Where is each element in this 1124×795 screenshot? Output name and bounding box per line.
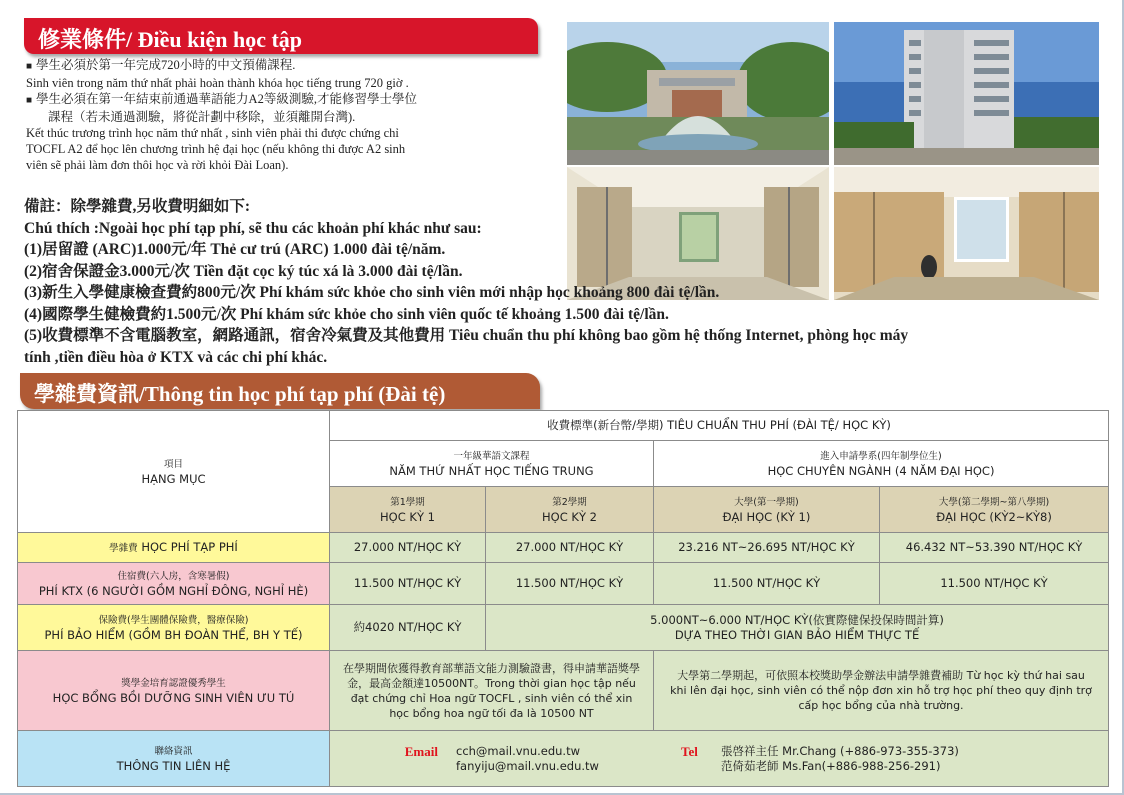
condition-line: Sinh viên trong năm thứ nhất phải hoàn thành khóa học tiếng trung 720 giờ .: [26, 76, 409, 90]
note-line: (4)國際學生健檢費約1.500元/次 Phí khám sức khỏe cho sinh viên quốc tế khoảng 1.500 đài tệ/lần.: [24, 305, 669, 323]
contact-label: 聯絡資訊 THÔNG TIN LIÊN HỆ: [18, 731, 330, 787]
dorm-value: 11.500 NT/HỌC KỲ: [880, 563, 1109, 605]
item-header: 項目 HẠNG MỤC: [18, 411, 330, 533]
email-label: Email: [404, 743, 438, 759]
dorm-value: 11.500 NT/HỌC KỲ: [330, 563, 486, 605]
fee-standard-header: 收費標準(新台幣/學期) TIÊU CHUẨN THU PHÍ (ĐÀI TỆ/ HỌC KỲ): [330, 411, 1109, 441]
square-bullet-icon: ■: [26, 61, 33, 72]
note-line: Chú thích :Ngoài học phí tạp phí, sẽ thu các khoản phí khác như sau:: [24, 219, 482, 237]
table-row: [18, 563, 1109, 605]
chinese-course-header: 一年級華語文課程 NĂM THỨ NHẤT HỌC TIẾNG TRUNG: [330, 441, 654, 487]
study-conditions-text: [26, 57, 566, 173]
table-row: [18, 605, 1109, 651]
section-title: 學雜費資訊/Thông tin học phí tạp phí (Đài tệ): [34, 382, 446, 406]
note-line: (5)收費標準不含電腦教室，網路通訊，宿舍冷氣費及其他費用 Tiêu chuẩn thu phí không bao gồm hệ thống Internet, phòng học máy: [24, 327, 909, 344]
condition-line: 學生必須在第一年結束前通過華語能力A2等級測驗,才能修習學士學位: [36, 92, 417, 106]
scholarship-chinese-course: 在學期間依獲得教育部華語文能力測驗證書，得申請華語獎學金，最高金額達10500NT。Trong thời gian học tập nếu đạt chứng chỉ Hoa ngữ TOCFL , sinh viên có thể xin học bổng hoa ngữ tối đa là 10500 NT: [330, 651, 654, 731]
insurance-value: 約4020 NT/HỌC KỲ: [330, 605, 486, 651]
tel-label: Tel: [681, 743, 698, 759]
semester-1-header: 第1學期 HỌC KỲ 1: [330, 487, 486, 533]
table-row: [18, 651, 1109, 731]
phone-contact: 范倚茹老師 Ms.Fan(+886-988-256-291): [721, 758, 941, 773]
section-header-tuition-info: [20, 373, 540, 409]
insurance-value-range: 5.000NT~6.000 NT/HỌC KỲ(依實際健保投保時間計算) DỰA THEO THỜI GIAN BẢO HIỂM THỰC TẾ: [486, 605, 1109, 651]
section-header-study-conditions: [24, 18, 538, 54]
dorm-label: 住宿費(六人房，含寒暑假) PHÍ KTX (6 NGƯỜI GỒM NGHỈ ĐÔNG, NGHỈ HÈ): [18, 563, 330, 605]
dorm-value: 11.500 NT/HỌC KỲ: [486, 563, 654, 605]
fee-notes: [24, 196, 1104, 368]
tuition-value: 23.216 NT~26.695 NT/HỌC KỲ: [654, 533, 880, 563]
email-link[interactable]: cch@mail.vnu.edu.tw: [456, 743, 581, 758]
note-line: tính ,tiền điều hòa ở KTX và các chi phí khác.: [24, 348, 328, 366]
insurance-label: 保險費(學生團體保險費，醫療保險) PHÍ BẢO HIỂM (GỒM BH ĐOÀN THỂ, BH Y TẾ): [18, 605, 330, 651]
note-line: (2)宿舍保證金3.000元/次 Tiền đặt cọc ký túc xá là 3.000 đài tệ/lần.: [24, 262, 463, 280]
fee-table: [17, 410, 1109, 787]
email-link[interactable]: fanyiju@mail.vnu.edu.tw: [456, 758, 599, 773]
scholarship-degree: 大學第二學期起，可依照本校獎助學金辦法申請學雜費補助 Từ học kỳ thứ hai sau khi lên đại học, sinh viên có thể nộp đơn xin hỗ trợ học phí theo quy định trợ cấp học bổng của nhà trường.: [654, 651, 1109, 731]
degree-program-header: 進入申請學系(四年制學位生) HỌC CHUYÊN NGÀNH (4 NĂM ĐẠI HỌC): [654, 441, 1109, 487]
note-line: 備註：除學雜費,另收費明細如下:: [24, 198, 251, 215]
condition-line: Kết thúc trương trình học năm thứ nhất , sinh viên phải thi được chứng chỉ: [26, 126, 399, 140]
tuition-value: 27.000 NT/HỌC KỲ: [330, 533, 486, 563]
campus-photo-fountain: [567, 22, 829, 165]
dorm-value: 11.500 NT/HỌC KỲ: [654, 563, 880, 605]
tuition-value: 27.000 NT/HỌC KỲ: [486, 533, 654, 563]
campus-photo-building: [834, 22, 1099, 165]
square-bullet-icon: ■: [26, 95, 33, 106]
condition-line: TOCFL A2 để học lên chương trình hệ đại học (nếu không thi được A2 sinh: [26, 142, 406, 156]
note-line: (3)新生入學健康檢查費約800元/次 Phí khám sức khỏe cho sinh viên mới nhập học khoảng 800 đài tệ/lần.: [24, 284, 720, 301]
contact-info: [330, 731, 1109, 787]
university-semester-1-header: 大學(第一學期) ĐẠI HỌC (KỲ 1): [654, 487, 880, 533]
scholarship-label: 獎學金培育認證優秀學生 HỌC BỔNG BỒI DƯỠNG SINH VIÊN ƯU TÚ: [18, 651, 330, 731]
phone-contact: 張啓祥主任 Mr.Chang (+886-973-355-373): [721, 743, 959, 758]
section-title: 修業條件/ Điều kiện học tập: [38, 27, 303, 52]
note-line: (1)居留證 (ARC)1.000元/年 Thẻ cư trú (ARC) 1.000 đài tệ/năm.: [24, 241, 446, 258]
table-row: [18, 533, 1109, 563]
condition-line: 學生必須於第一年完成720小時的中文預備課程.: [36, 58, 296, 72]
university-semester-2-8-header: 大學(第二學期~第八學期) ĐẠI HỌC (KỲ2~KỲ8): [880, 487, 1109, 533]
semester-2-header: 第2學期 HỌC KỲ 2: [486, 487, 654, 533]
tuition-label: 學雜費 HỌC PHÍ TẠP PHÍ: [18, 533, 330, 563]
condition-line: viên sẽ phải làm đơn thôi học và rời khỏi Đài Loan).: [26, 158, 289, 172]
condition-line: 課程（若未通過測驗，將從計劃中移除，並須離開台灣).: [48, 110, 356, 124]
table-row: [18, 731, 1109, 787]
tuition-value: 46.432 NT~53.390 NT/HỌC KỲ: [880, 533, 1109, 563]
